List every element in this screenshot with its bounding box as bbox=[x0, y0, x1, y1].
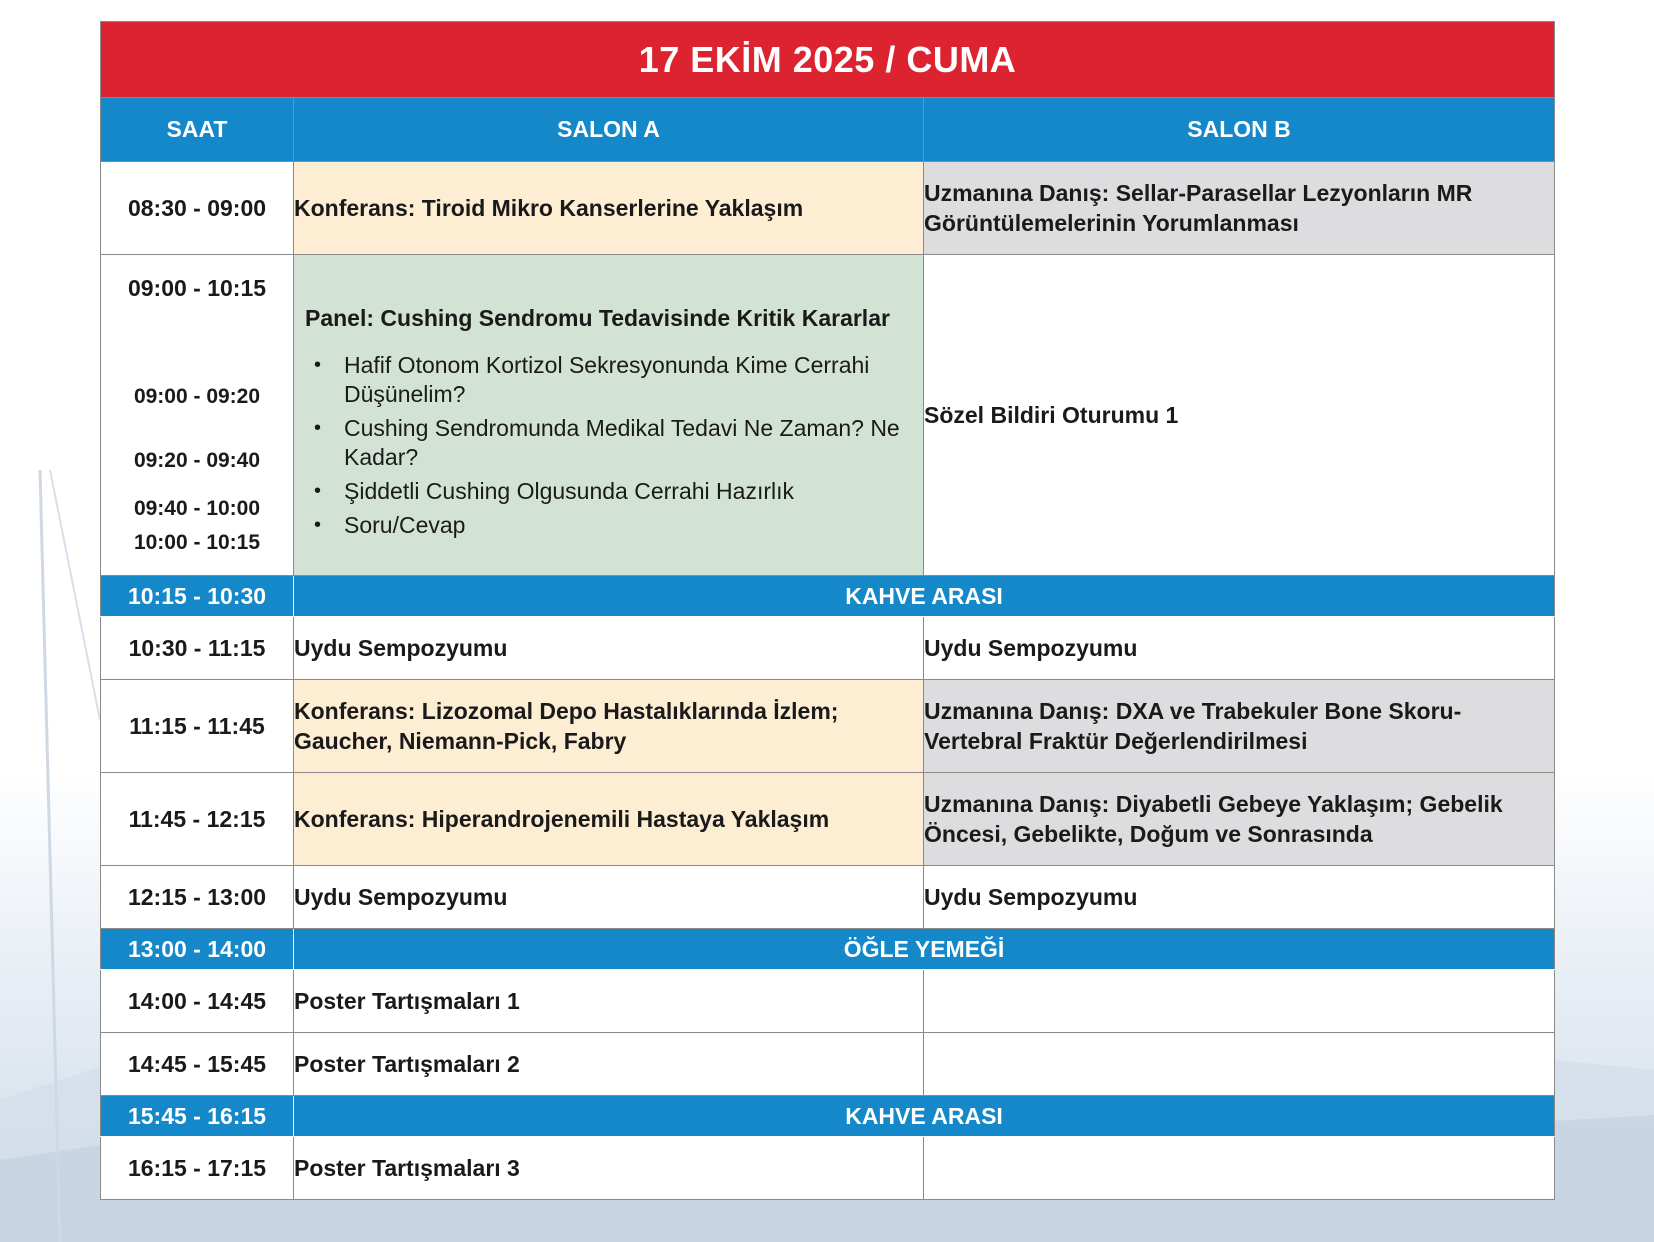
table-row bbox=[101, 617, 1555, 680]
panel-time-cell bbox=[101, 255, 294, 576]
salon-b-session: Sözel Bildiri Oturumu 1 bbox=[924, 255, 1555, 576]
header-time: SAAT bbox=[101, 98, 294, 162]
panel-item-time: 09:20 - 09:40 bbox=[133, 449, 261, 472]
salon-b-session bbox=[924, 970, 1555, 1033]
salon-a-panel bbox=[294, 255, 924, 576]
break-label: ÖĞLE YEMEĞİ bbox=[294, 929, 1555, 970]
table-row bbox=[101, 680, 1555, 773]
break-time: 10:15 - 10:30 bbox=[101, 576, 294, 617]
break-row bbox=[101, 576, 1555, 617]
break-row bbox=[101, 1096, 1555, 1137]
table-row bbox=[101, 162, 1555, 255]
panel-item-time: 10:00 - 10:15 bbox=[133, 531, 261, 554]
table-row bbox=[101, 866, 1555, 929]
panel-row bbox=[101, 255, 1555, 576]
break-label: KAHVE ARASI bbox=[294, 576, 1555, 617]
break-label: KAHVE ARASI bbox=[294, 1096, 1555, 1137]
list-item bbox=[305, 414, 912, 472]
panel-item-time: 09:40 - 10:00 bbox=[133, 497, 261, 520]
session-time: 10:30 - 11:15 bbox=[101, 617, 294, 680]
panel-topic: Şiddetli Cushing Olgusunda Cerrahi Hazırlık bbox=[344, 478, 794, 504]
salon-a-session: Konferans: Hiperandrojenemili Hastaya Yaklaşım bbox=[294, 773, 924, 866]
bullet-icon: • bbox=[314, 417, 322, 439]
list-item bbox=[305, 477, 912, 506]
table-row bbox=[101, 970, 1555, 1033]
salon-b-session: Uzmanına Danış: DXA ve Trabekuler Bone Skoru-Vertebral Fraktür Değerlendirilmesi bbox=[924, 680, 1555, 773]
panel-topic-list bbox=[294, 351, 923, 540]
bullet-icon: • bbox=[314, 514, 322, 536]
session-time: 16:15 - 17:15 bbox=[101, 1137, 294, 1200]
table-row bbox=[101, 773, 1555, 866]
break-time: 13:00 - 14:00 bbox=[101, 929, 294, 970]
salon-a-session: Uydu Sempozyumu bbox=[294, 866, 924, 929]
salon-a-session: Konferans: Tiroid Mikro Kanserlerine Yaklaşım bbox=[294, 162, 924, 255]
schedule-table bbox=[100, 21, 1555, 1200]
salon-b-session: Uzmanına Danış: Sellar-Parasellar Lezyonların MR Görüntülemelerinin Yorumlanması bbox=[924, 162, 1555, 255]
session-time: 14:45 - 15:45 bbox=[101, 1033, 294, 1096]
salon-b-session bbox=[924, 1033, 1555, 1096]
header-salon-a: SALON A bbox=[294, 98, 924, 162]
table-row bbox=[101, 1137, 1555, 1200]
salon-b-session bbox=[924, 1137, 1555, 1200]
list-item bbox=[305, 511, 912, 540]
session-time: 11:15 - 11:45 bbox=[101, 680, 294, 773]
panel-topic: Soru/Cevap bbox=[344, 512, 466, 538]
session-time: 11:45 - 12:15 bbox=[101, 773, 294, 866]
panel-topic: Hafif Otonom Kortizol Sekresyonunda Kime Cerrahi Düşünelim? bbox=[344, 352, 870, 407]
panel-title: Panel: Cushing Sendromu Tedavisinde Kritik Kararlar bbox=[305, 305, 890, 331]
session-time: 12:15 - 13:00 bbox=[101, 866, 294, 929]
salon-a-session: Poster Tartışmaları 2 bbox=[294, 1033, 924, 1096]
panel-item-time: 09:00 - 09:20 bbox=[133, 385, 261, 408]
session-time: 08:30 - 09:00 bbox=[101, 162, 294, 255]
salon-b-session: Uzmanına Danış: Diyabetli Gebeye Yaklaşım; Gebelik Öncesi, Gebelikte, Doğum ve Sonrasında bbox=[924, 773, 1555, 866]
salon-a-session: Konferans: Lizozomal Depo Hastalıklarında İzlem; Gaucher, Niemann-Pick, Fabry bbox=[294, 680, 924, 773]
bullet-icon: • bbox=[314, 354, 322, 376]
salon-b-session: Uydu Sempozyumu bbox=[924, 617, 1555, 680]
salon-a-session: Uydu Sempozyumu bbox=[294, 617, 924, 680]
session-time: 14:00 - 14:45 bbox=[101, 970, 294, 1033]
lunch-row bbox=[101, 929, 1555, 970]
break-time: 15:45 - 16:15 bbox=[101, 1096, 294, 1137]
bullet-icon: • bbox=[314, 480, 322, 502]
panel-topic: Cushing Sendromunda Medikal Tedavi Ne Zaman? Ne Kadar? bbox=[344, 415, 900, 470]
salon-b-session: Uydu Sempozyumu bbox=[924, 866, 1555, 929]
schedule-title: 17 EKİM 2025 / CUMA bbox=[101, 22, 1555, 98]
header-salon-b: SALON B bbox=[924, 98, 1555, 162]
table-row bbox=[101, 1033, 1555, 1096]
panel-time: 09:00 - 10:15 bbox=[127, 275, 267, 301]
salon-a-session: Poster Tartışmaları 3 bbox=[294, 1137, 924, 1200]
list-item bbox=[305, 351, 912, 409]
salon-a-session: Poster Tartışmaları 1 bbox=[294, 970, 924, 1033]
